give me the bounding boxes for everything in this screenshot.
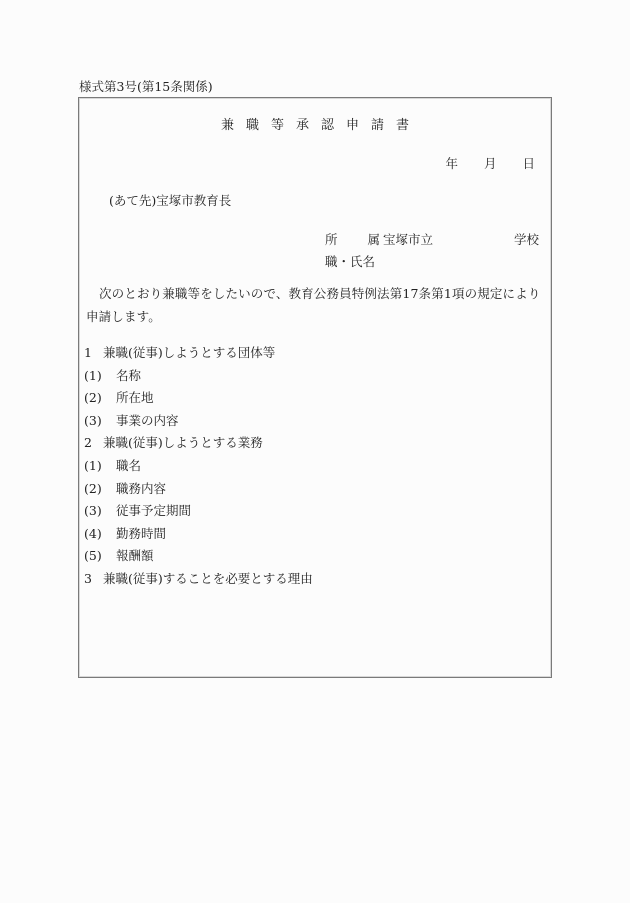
item-label: 従事予定期間 <box>116 503 192 519</box>
section-label: 兼職(従事)しようとする業務 <box>103 435 263 451</box>
item-label: 事業の内容 <box>116 412 179 428</box>
affiliation-label <box>325 232 383 248</box>
section-item <box>84 548 313 571</box>
sections-list <box>84 345 313 594</box>
item-number: (2) <box>84 480 102 496</box>
affiliation-line <box>325 232 539 248</box>
application-form-box <box>78 97 552 678</box>
item-label: 名称 <box>116 367 142 383</box>
date-year-label: 年 <box>445 156 458 171</box>
item-label: 勤務時間 <box>116 525 167 541</box>
date-day-label: 日 <box>522 156 535 171</box>
section-heading <box>84 345 313 368</box>
item-label: 職務内容 <box>116 480 167 496</box>
item-number: (5) <box>84 548 102 564</box>
section-label: 兼職(従事)することを必要とする理由 <box>103 570 313 586</box>
affiliation-prefix: 宝塚市立 <box>383 232 434 247</box>
item-number: (3) <box>84 503 102 519</box>
section-item <box>84 526 313 549</box>
section-label: 兼職(従事)しようとする団体等 <box>103 345 276 360</box>
item-number: (1) <box>84 367 102 383</box>
item-number: (1) <box>84 457 102 473</box>
item-label: 職名 <box>116 457 142 473</box>
section-item <box>84 481 313 504</box>
document-title: 兼職等承認申請書 <box>220 118 421 133</box>
item-label: 報酬額 <box>116 548 154 564</box>
item-number: (2) <box>84 390 102 406</box>
section-heading <box>84 571 313 594</box>
name-label: 職・氏名 <box>325 254 376 269</box>
section-item <box>84 390 313 413</box>
affiliation-label-char-2: 属 <box>367 232 381 247</box>
section-heading <box>84 435 313 458</box>
section-item <box>84 503 313 526</box>
date-month-label: 月 <box>483 156 497 171</box>
item-number: (4) <box>84 525 102 541</box>
date-line <box>445 156 535 172</box>
section-item <box>84 458 313 481</box>
form-number: 様式第3号(第15条関係) <box>79 79 213 94</box>
item-number: (3) <box>84 412 102 428</box>
section-item <box>84 368 313 391</box>
addressee: (あて先)宝塚市教育長 <box>109 193 232 208</box>
section-number: 3 <box>84 570 92 586</box>
affiliation-school-suffix: 学校 <box>513 232 539 247</box>
request-statement: 次のとおり兼職等をしたいので、教育公務員特例法第17条第1項の規定により申請します。 <box>86 286 541 324</box>
affiliation-label-char-1: 所 <box>325 232 338 247</box>
section-number: 1 <box>84 345 92 360</box>
section-item <box>84 413 313 436</box>
section-number: 2 <box>84 435 92 451</box>
item-label: 所在地 <box>116 390 154 406</box>
